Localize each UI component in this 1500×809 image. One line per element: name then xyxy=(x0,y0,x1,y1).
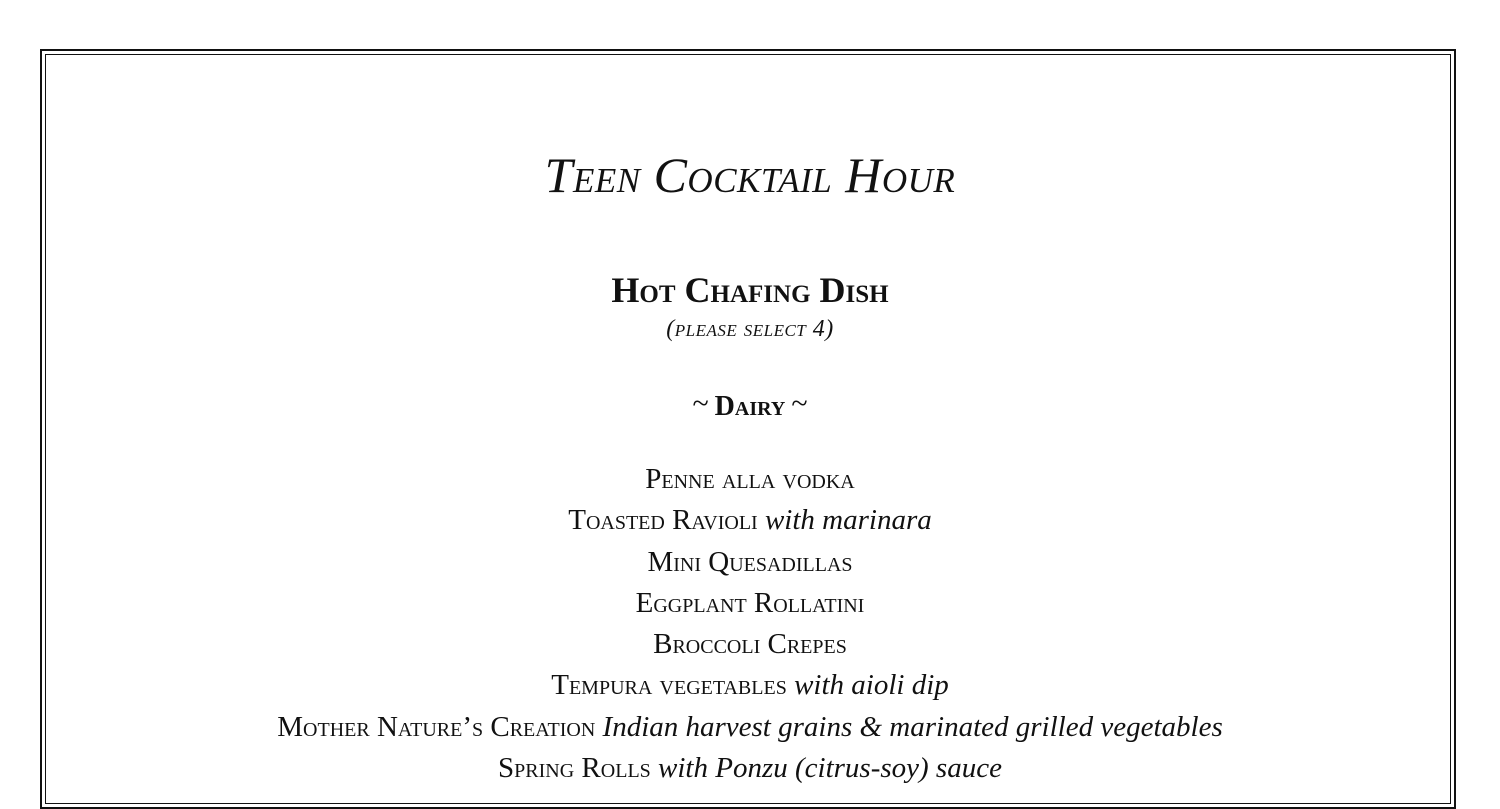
item-description: with Ponzu (citrus-soy) sauce xyxy=(658,752,1002,785)
swirl-ornament-right-icon: ~ xyxy=(791,387,808,420)
item-description: with aioli dip xyxy=(794,669,949,702)
list-item xyxy=(0,542,1500,583)
dairy-subheading xyxy=(0,386,1500,425)
list-item xyxy=(0,748,1500,789)
item-description: with marinara xyxy=(764,504,932,537)
item-name: Eggplant Rollatini xyxy=(635,586,865,619)
item-description: Indian harvest grains & marinated grilled vegetables xyxy=(602,710,1223,743)
item-name: Mother Nature’s Creation xyxy=(277,710,596,743)
item-name: Penne alla vodka xyxy=(645,463,855,495)
list-item xyxy=(0,665,1500,706)
item-name: Broccoli Crepes xyxy=(653,628,847,661)
item-name: Mini Quesadillas xyxy=(647,545,853,578)
list-item xyxy=(0,707,1500,748)
dairy-item-list xyxy=(0,459,1500,789)
item-name: Tempura vegetables xyxy=(551,669,787,702)
list-item xyxy=(0,583,1500,624)
swirl-ornament-left-icon: ~ xyxy=(692,387,709,420)
list-item xyxy=(0,459,1500,500)
menu-title: Teen Cocktail Hour xyxy=(544,147,956,203)
section-title: Hot Chafing Dish xyxy=(611,270,889,310)
list-item xyxy=(0,624,1500,665)
subheading-label: Dairy xyxy=(714,391,786,422)
item-name: Toasted Ravioli xyxy=(568,504,758,537)
list-item xyxy=(0,500,1500,541)
section-selection-note: (please select 4) xyxy=(666,316,834,342)
item-name: Spring Rolls xyxy=(498,752,651,785)
